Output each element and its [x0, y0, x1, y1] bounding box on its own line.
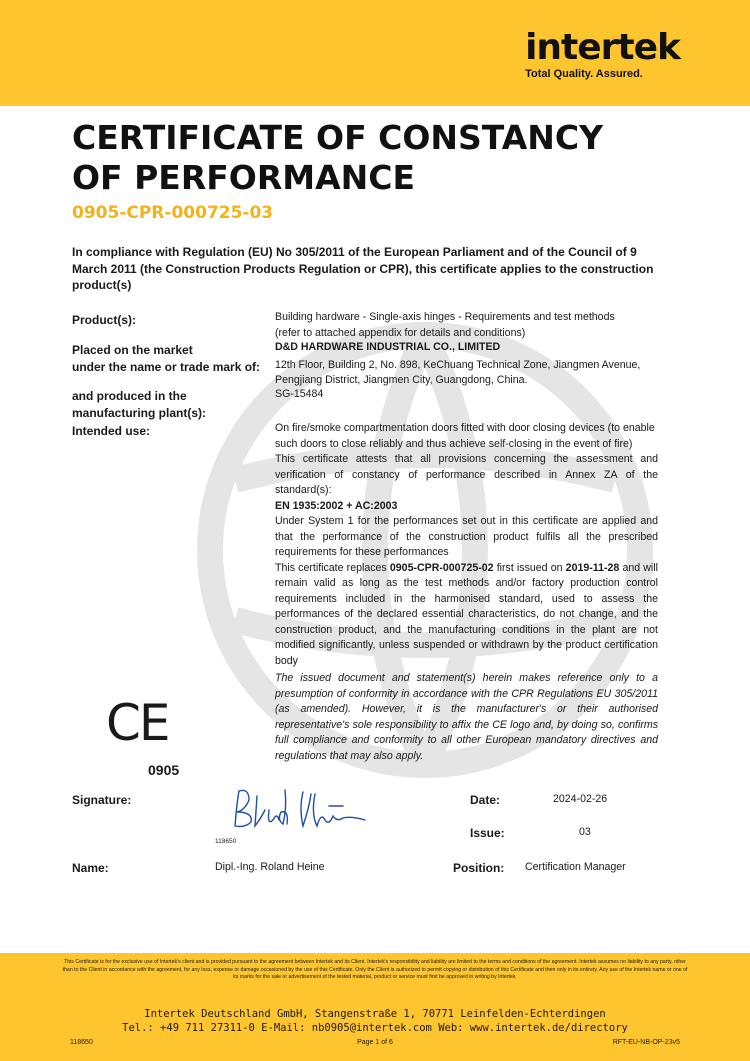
products-value: [275, 310, 658, 341]
conformity-note: The issued document and statement(s) herein makes reference only to a presumption of conformity in accordance with the CPR Regulations EU 305/2011 (as amended). However, it is the manufacturer's or their authorised representative's sole responsibility to affix the CE logo and, by doing so, confirms full compliance and conformity to all other European mandatory directives and regulations that may also apply.: [275, 672, 658, 762]
intended-use-label: Intended use:: [72, 424, 151, 438]
produced-label-line1: and produced in the: [72, 389, 187, 403]
attestation-text: This certificate attests that all provisions concerning the assessment and verification of constancy of performance described in Annex ZA of the standard(s):: [275, 453, 658, 496]
standard-reference: EN 1935:2002 + AC:2003: [275, 499, 398, 512]
placed-label-line1: Placed on the market: [72, 343, 193, 357]
notified-body-number: 0905: [148, 762, 180, 778]
date-value: 2024-02-26: [553, 793, 608, 805]
products-label: Product(s):: [72, 313, 136, 327]
replaced-certificate: 0905-CPR-000725-02: [389, 561, 494, 574]
intertek-logo: [525, 27, 680, 80]
manufacturer-info: [275, 340, 658, 389]
manufacturer-address: 12th Floor, Building 2, No. 898, KeChuang Technical Zone, Jiangmen Avenue, Pengjiang District, Jiangmen City, Guangdong, China.: [275, 358, 641, 386]
logo-wordmark: intertek: [525, 27, 680, 68]
products-description: Building hardware - Single-axis hinges - Requirements and test methods: [275, 311, 615, 323]
title-line-2: OF PERFORMANCE: [72, 158, 415, 197]
placed-label-line2: under the name or trade mark of:: [72, 359, 261, 374]
products-note: (refer to attached appendix for details and conditions): [275, 326, 526, 339]
date-label: Date:: [470, 793, 501, 807]
issue-value: 03: [579, 826, 591, 838]
placed-label: [72, 342, 260, 375]
intended-use-section: [275, 421, 658, 764]
signature-label: Signature:: [72, 793, 132, 807]
footer-code-left: 118650: [70, 1039, 93, 1046]
manufacturer-name: D&D HARDWARE INDUSTRIAL CO., LIMITED: [275, 341, 501, 353]
issue-label: Issue:: [470, 826, 505, 840]
page-number: Page 1 of 6: [357, 1039, 393, 1046]
replaces-post: and will remain valid as long as the test methods and/or factory production control requirements included in the harmonised standard, used to assess the performances of the declared essential characteristics, do not change, and the construction product, and the manufacturing conditions in the plant are not modified significantly, unless suspended or withdrawn by the product certification body: [275, 561, 658, 667]
company-address: Intertek Deutschland GmbH, Stangenstraße 1, 70771 Leinfelden-Echterdingen: [144, 1008, 606, 1020]
replacement-text: [275, 561, 658, 670]
company-contact: [0, 1007, 750, 1035]
replaces-mid: first issued on: [493, 561, 566, 574]
intended-use-value: On fire/smoke compartmentation doors fitted with door closing devices (to enable such doors to close reliably and thus achieve self-closing in the event of fire): [275, 422, 655, 450]
produced-label: [72, 388, 206, 421]
replaces-pre: This certificate replaces: [275, 561, 390, 574]
logo-tagline: Total Quality. Assured.: [525, 68, 643, 80]
form-code: RFT-EU-NB-OP-23v5: [612, 1039, 680, 1046]
ce-mark: CE: [106, 694, 169, 752]
position-value: Certification Manager: [525, 861, 626, 873]
legal-disclaimer: This Certificate is for the exclusive use of Intertek's client and is provided pursuant to the agreement between Intertek and its Client. Intertek's responsibility and liability are limited to the terms and conditions of the agreement. Intertek assumes no liability to any party, other than to the Client in accordance with the agreement, for any loss, expense or damage occasioned by the use of this Certificate. Only the Client is authorized to permit copying or distribution of this Certificate and then only in its entirety. Any use of the Intertek name or one of its marks for the sale or advertisement of the tested material, product or service must first be approved in writing by Intertek.: [62, 959, 688, 980]
certificate-title: [72, 118, 692, 198]
handwritten-signature: [225, 786, 375, 836]
plant-code: SG-15484: [275, 388, 324, 400]
intro-paragraph: In compliance with Regulation (EU) No 305/2011 of the European Parliament and of the Council of 9 March 2011 (the Construction Products Regulation or CPR), this certificate applies to the construction product(s): [72, 245, 654, 292]
name-value: Dipl.-Ing. Roland Heine: [215, 861, 325, 873]
system-text: Under System 1 for the performances set out in this certificate are applied and that the performance of the construction product fulfils all the prescribed requirements for these performances: [275, 515, 658, 558]
certificate-number: 0905-CPR-000725-03: [72, 203, 274, 223]
name-label: Name:: [72, 861, 109, 875]
signer-id: 118650: [215, 838, 237, 845]
produced-label-line2: manufacturing plant(s):: [72, 405, 206, 420]
contact-line: Tel.: +49 711 27311-0 E-Mail: nb0905@intertek.com Web: www.intertek.de/directory: [122, 1022, 628, 1034]
title-line-1: CERTIFICATE OF CONSTANCY: [72, 118, 603, 157]
first-issue-date: 2019-11-28: [565, 561, 620, 574]
position-label: Position:: [453, 861, 505, 875]
